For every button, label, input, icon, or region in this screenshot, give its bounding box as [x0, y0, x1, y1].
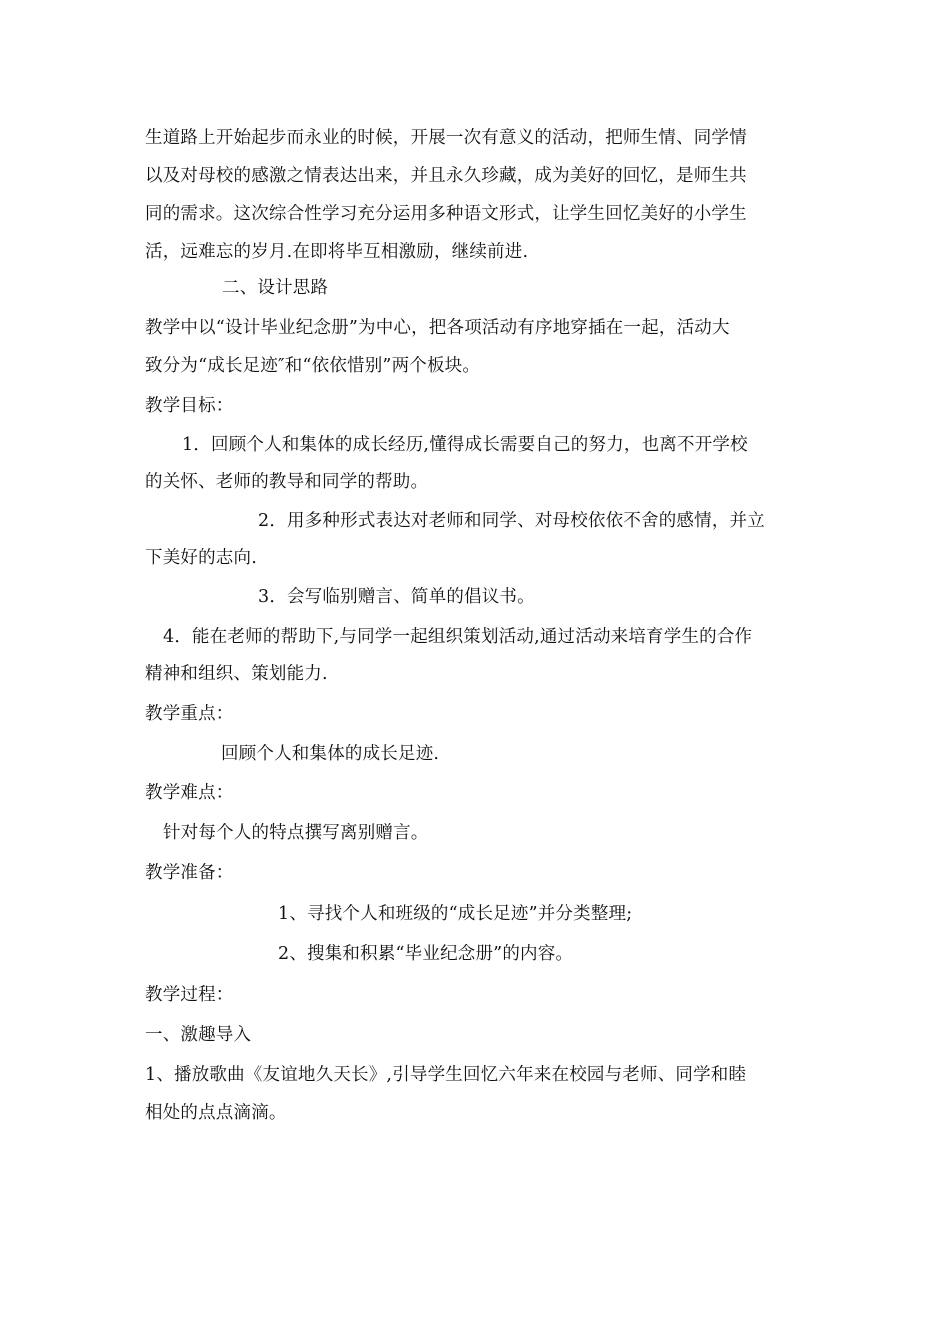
intro-line-3: 同的需求。这次综合性学习充分运用多种语文形式，让学生回忆美好的小学生 [145, 204, 747, 224]
goal3-line: 3．会写临别赠言、简单的倡议书。 [258, 587, 535, 607]
design-heading: 二、设计思路 [222, 278, 329, 298]
key-heading: 教学重点： [145, 704, 234, 724]
step1-line-1: 1、播放歌曲《友谊地久天长》,引导学生回忆六年来在校园与老师、同学和睦 [145, 1065, 747, 1085]
step1-line-2: 相处的点点滴滴。 [145, 1103, 287, 1123]
goal2-line-2: 下美好的志向. [145, 548, 257, 568]
design-line-1: 教学中以“设计毕业纪念册”为中心，把各项活动有序地穿插在一起，活动大 [145, 318, 730, 338]
process-heading: 教学过程： [145, 985, 234, 1005]
prep1-line: 1、寻找个人和班级的“成长足迹”并分类整理; [278, 904, 633, 924]
difficulty-line: 针对每个人的特点撰写离别赠言。 [163, 823, 429, 843]
goal1-line-2: 的关怀、老师的教导和同学的帮助。 [145, 472, 429, 492]
goal4-line-2: 精神和组织、策划能力. [145, 664, 328, 684]
goals-heading: 教学目标： [145, 396, 234, 416]
intro-line-4: 活，远难忘的岁月.在即将毕互相激励，继续前进. [145, 242, 529, 262]
design-line-2: 致分为“成长足迹″和“依依惜别”两个板块。 [145, 356, 481, 376]
goal2-line-1: 2．用多种形式表达对老师和同学、对母校依依不舍的感情，并立 [258, 511, 765, 531]
key-line: 回顾个人和集体的成长足迹. [221, 744, 440, 764]
prep-heading: 教学准备： [145, 863, 234, 883]
goal4-line-1: 4．能在老师的帮助下,与同学一起组织策划活动,通过活动来培育学生的合作 [163, 627, 753, 647]
intro-line-1: 生道路上开始起步而永业的时候，开展一次有意义的活动，把师生情、同学情 [145, 128, 747, 148]
goal1-line-1: 1．回顾个人和集体的成长经历,懂得成长需要自己的努力，也离不开学校 [182, 435, 748, 455]
intro-line-2: 以及对母校的感激之情表达出来，并且永久珍藏，成为美好的回忆，是师生共 [145, 166, 747, 186]
step-heading: 一、激趣导入 [145, 1025, 252, 1045]
difficulty-heading: 教学难点： [145, 783, 234, 803]
prep2-line: 2、搜集和积累“毕业纪念册”的内容。 [278, 944, 574, 964]
